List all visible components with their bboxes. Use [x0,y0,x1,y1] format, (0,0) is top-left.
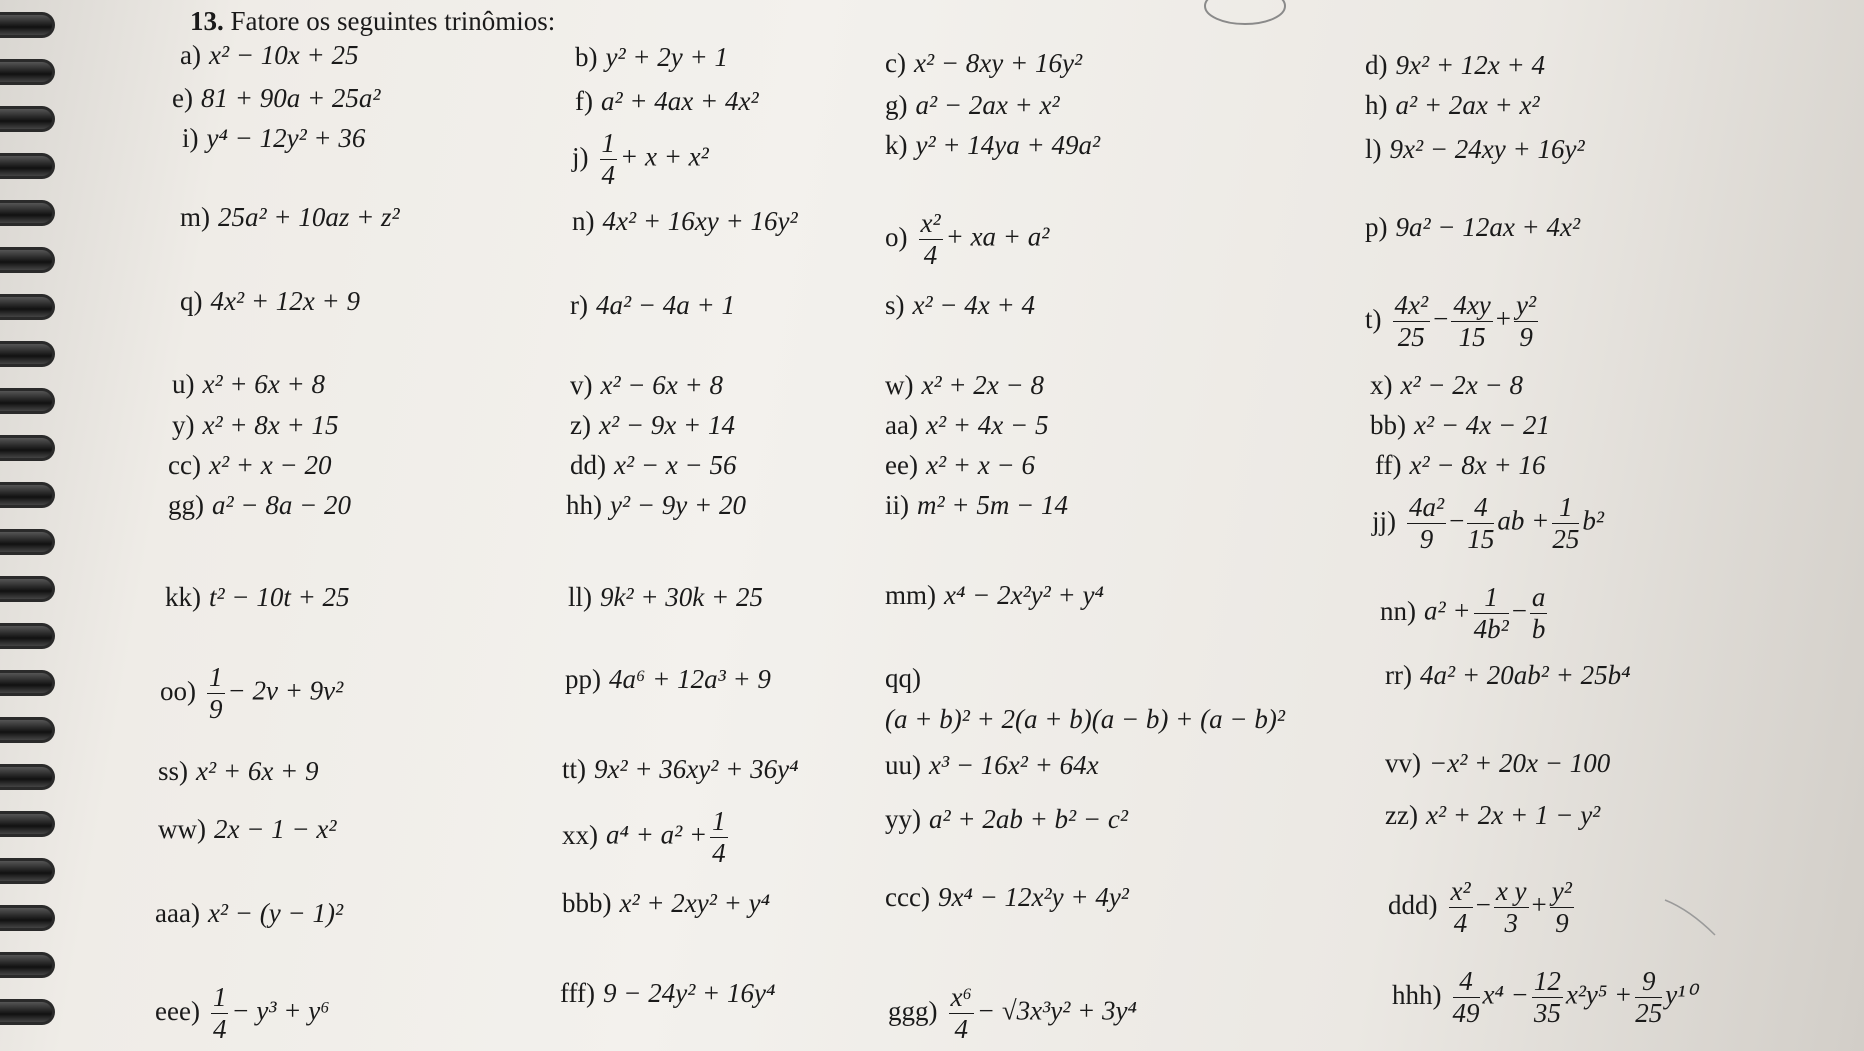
exercise-item-u: u) x² + 6x + 8 [172,369,326,399]
binding-ring [0,12,55,38]
fraction: $\frac{\text{x y}}{3}$ [1495,876,1527,938]
fraction: $\frac{1}{9}$ [209,662,223,724]
exercise-item-m: m) 25a² + 10az + z² [180,202,400,232]
exercise-item-oo: oo) $\frac{1}{9}$ − 2v + 9v² [160,662,344,724]
exercise-item-i: i) y⁴ − 12y² + 36 [182,123,366,153]
exercise-item-o: o) $\frac{\text{x²}}{4}$ + xa + a² [885,208,1050,270]
exercise-item-hhh: hhh) $\frac{4}{49}$ x⁴ − $\frac{12}{35}$ x²y⁵ + $\frac{9}{25}$ y¹⁰ [1392,966,1697,1028]
exercise-item-ee: ee) x² + x − 6 [885,450,1035,480]
exercise-item-d: d) 9x² + 12x + 4 [1365,50,1546,80]
binding-ring [0,294,55,320]
exercise-instruction: Fatore os seguintes trinômios: [230,6,556,36]
exercise-item-tt: tt) 9x² + 36xy² + 36y⁴ [562,754,799,784]
exercise-item-e: e) 81 + 90a + 25a² [172,83,381,113]
fraction: $\frac{1}{4}$ [212,982,227,1044]
exercise-item-ll: ll) 9k² + 30k + 25 [568,582,764,612]
exercise-item-fff: fff) 9 − 24y² + 16y⁴ [560,978,776,1008]
fraction: $\frac{4}{15}$ [1467,492,1495,554]
exercise-item-jj: jj) $\frac{\text{4a²}}{9}$ − $\frac{4}{15}$ ab + $\frac{1}{25}$ b² [1372,492,1604,554]
fraction: $\frac{4xy}{15}$ [1453,290,1491,352]
binding-ring [0,999,55,1025]
exercise-item-uu: uu) x³ − 16x² + 64x [885,750,1099,780]
exercise-item-ww: ww) 2x − 1 − x² [158,814,337,844]
fraction: $\frac{1}{25}$ [1552,492,1580,554]
binding-ring [0,811,55,837]
exercise-item-xx: xx) a⁴ + a² + $\frac{1}{4}$ [562,806,726,868]
exercise-item-x: x) x² − 2x − 8 [1370,370,1524,400]
exercise-item-ccc: ccc) 9x⁴ − 12x²y + 4y² [885,882,1129,912]
fraction: $\frac{\text{x⁶}}{4}$ [950,982,972,1044]
exercise-item-nn: nn) a² + $\frac{1}{\text{4b²}}$ − $\frac{a}{b}$ [1380,582,1546,644]
exercise-item-ddd: ddd) $\frac{\text{x²}}{4}$ − $\frac{\text{x y}}{3}$ + $\frac{\text{y²}}{9}$ [1388,876,1572,938]
pencil-circle-mark [1195,0,1295,30]
binding-ring [0,529,55,555]
exercise-item-f: f) a² + 4ax + 4x² [575,86,759,116]
binding-ring [0,247,55,273]
exercise-item-mm: mm) x⁴ − 2x²y² + y⁴ [885,580,1104,610]
exercise-item-ii: ii) m² + 5m − 14 [885,490,1069,520]
fraction: $\frac{1}{4}$ [601,128,615,190]
exercise-item-ss: ss) x² + 6x + 9 [158,756,319,786]
exercise-item-gg: gg) a² − 8a − 20 [168,490,352,520]
exercise-item-j: j) $\frac{1}{4}$ + x + x² [572,128,709,190]
binding-ring [0,59,55,85]
exercise-item-ff: ff) x² − 8x + 16 [1375,450,1546,480]
exercise-item-aa: aa) x² + 4x − 5 [885,410,1049,440]
exercise-item-hh: hh) y² − 9y + 20 [566,490,747,520]
exercise-item-k: k) y² + 14ya + 49a² [885,130,1101,160]
exercise-item-t: t) $\frac{\text{4x²}}{25}$ − $\frac{4xy}{15}$ + $\frac{\text{y²}}{9}$ [1365,290,1537,352]
exercise-item-yy: yy) a² + 2ab + b² − c² [885,804,1128,834]
binding-ring [0,106,55,132]
exercise-item-p: p) 9a² − 12ax + 4x² [1365,212,1581,242]
binding-ring [0,482,55,508]
exercise-item-b: b) y² + 2y + 1 [575,42,729,72]
exercise-item-n: n) 4x² + 16xy + 16y² [572,206,798,236]
exercise-number: 13. [190,6,224,36]
spiral-binding [0,0,70,1051]
binding-ring [0,905,55,931]
fraction: $\frac{9}{25}$ [1635,966,1663,1028]
fraction: $\frac{a}{b}$ [1531,582,1546,644]
fraction: $\frac{\text{x²}}{4}$ [920,208,941,270]
exercise-item-qq: qq) (a + b)² + 2(a + b)(a − b) + (a − b)² [885,663,1285,734]
binding-ring [0,341,55,367]
binding-ring [0,952,55,978]
fraction: $\frac{\text{4x²}}{25}$ [1394,290,1429,352]
fraction: $\frac{1}{\text{4b²}}$ [1473,582,1509,644]
binding-ring [0,670,55,696]
fraction: $\frac{4}{49}$ [1452,966,1480,1028]
binding-ring [0,623,55,649]
binding-ring [0,388,55,414]
fraction: $\frac{\text{x²}}{4}$ [1450,876,1471,938]
exercise-item-c: c) x² − 8xy + 16y² [885,48,1083,78]
exercise-item-rr: rr) 4a² + 20ab² + 25b⁴ [1385,660,1631,690]
exercise-item-kk: kk) t² − 10t + 25 [165,582,350,612]
exercise-item-dd: dd) x² − x − 56 [570,450,737,480]
exercise-item-g: g) a² − 2ax + x² [885,90,1060,120]
binding-ring [0,764,55,790]
exercise-item-cc: cc) x² + x − 20 [168,450,332,480]
pencil-stroke-mark [1660,890,1720,940]
exercise-item-ggg: ggg) $\frac{\text{x⁶}}{4}$ − √3x³y² + 3y⁴ [888,982,1137,1044]
exercise-item-l: l) 9x² − 24xy + 16y² [1365,134,1585,164]
fraction: $\frac{\text{y²}}{9}$ [1516,290,1537,352]
exercise-item-zz: zz) x² + 2x + 1 − y² [1385,800,1601,830]
exercise-title [190,6,555,37]
exercise-item-z: z) x² − 9x + 14 [570,410,735,440]
fraction: $\frac{\text{4a²}}{9}$ [1409,492,1445,554]
exercise-item-y: y) x² + 8x + 15 [172,410,339,440]
exercise-item-bbb: bbb) x² + 2xy² + y⁴ [562,888,770,918]
binding-ring [0,435,55,461]
binding-ring [0,576,55,602]
exercise-item-a: a) x² − 10x + 25 [180,40,359,70]
binding-ring [0,153,55,179]
exercise-item-s: s) x² − 4x + 4 [885,290,1036,320]
exercise-item-pp: pp) 4a⁶ + 12a³ + 9 [565,664,771,694]
binding-ring [0,858,55,884]
exercise-item-q: q) 4x² + 12x + 9 [180,286,361,316]
exercise-item-bb: bb) x² − 4x − 21 [1370,410,1551,440]
fraction: $\frac{\text{y²}}{9}$ [1551,876,1572,938]
exercise-item-vv: vv) −x² + 20x − 100 [1385,748,1611,778]
fraction: $\frac{12}{35}$ [1533,966,1561,1028]
exercise-item-v: v) x² − 6x + 8 [570,370,724,400]
exercise-item-r: r) 4a² − 4a + 1 [570,290,736,320]
exercise-item-h: h) a² + 2ax + x² [1365,90,1540,120]
exercise-item-w: w) x² + 2x − 8 [885,370,1045,400]
binding-ring [0,200,55,226]
exercise-item-aaa: aaa) x² − (y − 1)² [155,898,344,928]
binding-ring [0,717,55,743]
fraction: $\frac{1}{4}$ [712,806,726,868]
exercise-item-eee: eee) $\frac{1}{4}$ − y³ + y⁶ [155,982,330,1044]
